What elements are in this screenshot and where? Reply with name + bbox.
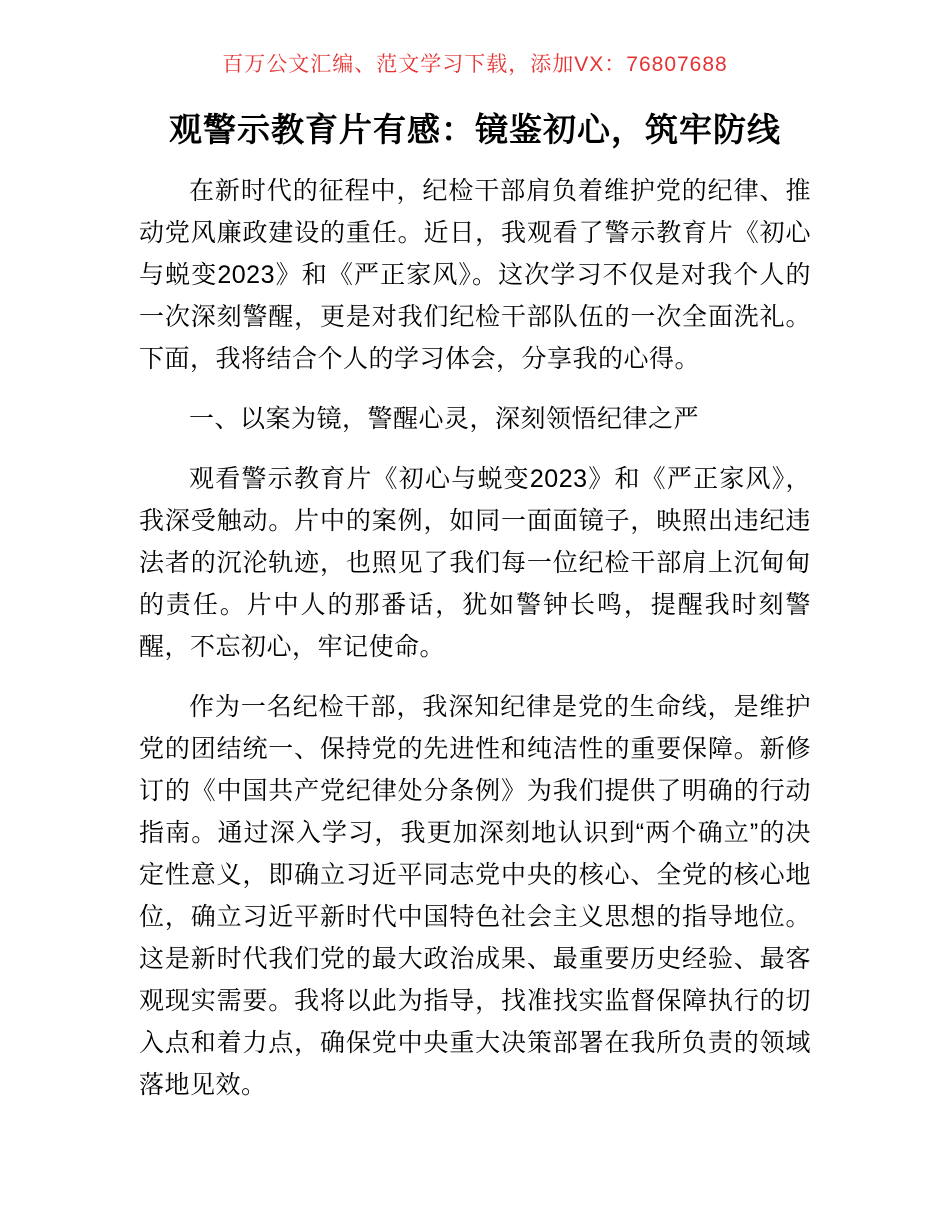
document-body	[139, 105, 811, 1106]
paragraph-section1-body: 观看警示教育片《初心与蜕变2023》和《严正家风》，我深受触动。片中的案例，如同一面面镜子，映照出违纪违法者的沉沦轨迹，也照见了我们每一位纪检干部肩上沉甸甸的责任。片中人的那番话，犹如警钟长鸣，提醒我时刻警醒，不忘初心，牢记使命。	[139, 465, 811, 661]
page-title: 观警示教育片有感：镜鉴初心，筑牢防线	[169, 111, 781, 148]
section-heading-1: 一、以案为镜，警醒心灵，深刻领悟纪律之严	[189, 405, 700, 433]
paragraph-section1-body-2: 作为一名纪检干部，我深知纪律是党的生命线，是维护党的团结统一、保持党的先进性和纯洁性的重要保障。新修订的《中国共产党纪律处分条例》为我们提供了明确的行动指南。通过深入学习，我更加深刻地认识到“两个确立”的决定性意义，即确立习近平同志党中央的核心、全党的核心地位，确立习近平新时代中国特色社会主义思想的指导地位。这是新时代我们党的最大政治成果、最重要历史经验、最客观现实需要。我将以此为指导，找准找实监督保障执行的切入点和着力点，确保党中央重大决策部署在我所负责的领域落地见效。	[139, 693, 811, 1099]
paragraph-intro: 在新时代的征程中，纪检干部肩负着维护党的纪律、推动党风廉政建设的重任。近日，我观看了警示教育片《初心与蜕变2023》和《严正家风》。这次学习不仅是对我个人的一次深刻警醒，更是对我们纪检干部队伍的一次全面洗礼。下面，我将结合个人的学习体会，分享我的心得。	[139, 177, 811, 373]
promo-notice: 百万公文汇编、范文学习下载，添加VX：76807688	[222, 53, 728, 76]
